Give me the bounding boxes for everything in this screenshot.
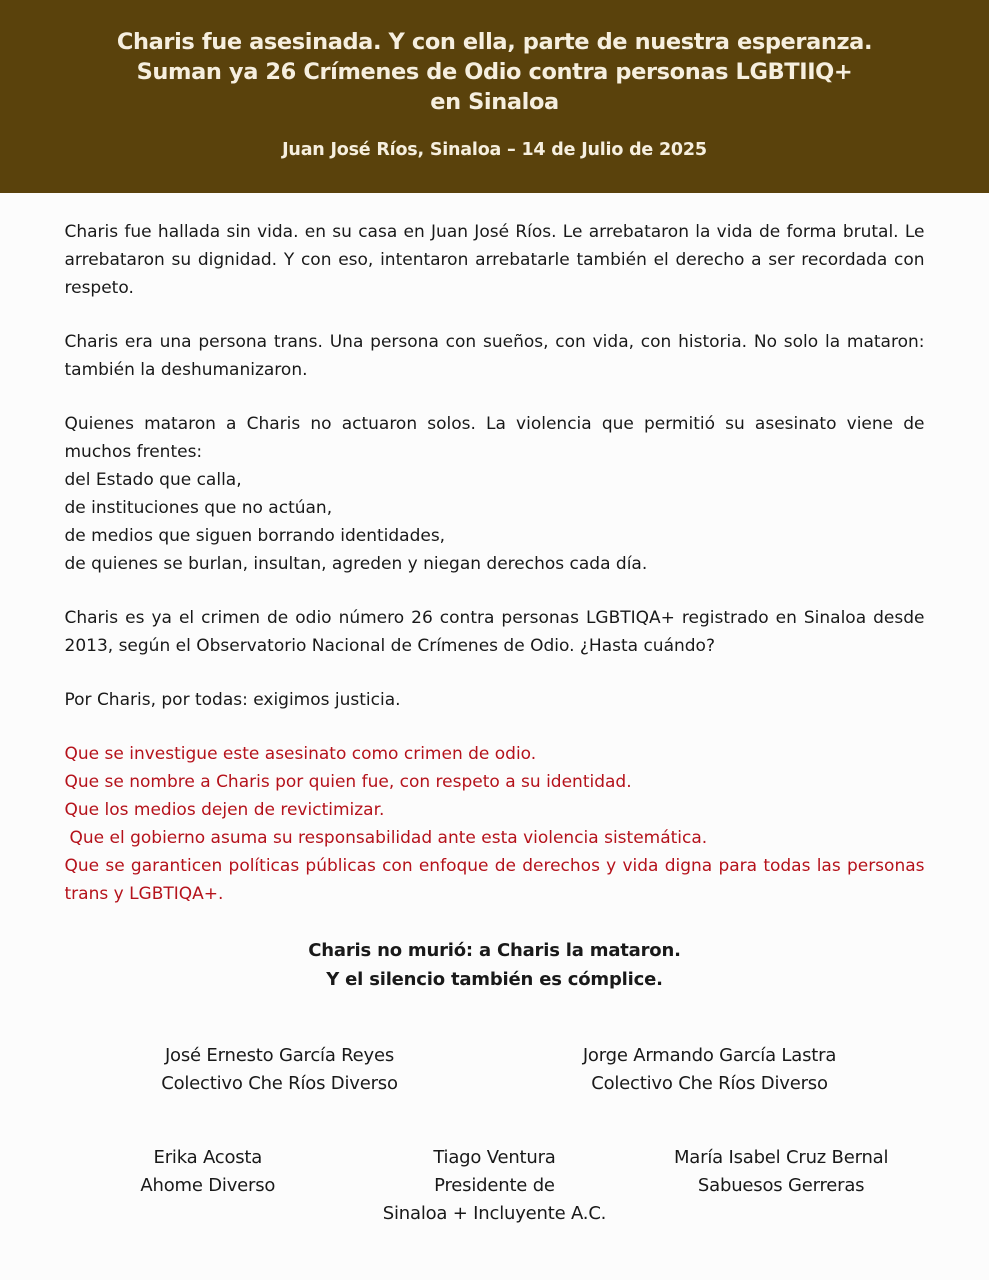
signer-org: Colectivo Che Ríos Diverso (591, 1073, 828, 1094)
signature-maria-isabel (638, 1144, 925, 1228)
demands-list (65, 740, 925, 908)
signer-name: José Ernesto García Reyes (164, 1045, 395, 1066)
signer-name: Erika Acosta (153, 1147, 263, 1168)
signer-org: Sabuesos Gerreras (697, 1175, 865, 1196)
title-line-3: en Sinaloa (430, 89, 559, 115)
title-line-1: Charis fue asesinada. Y con ella, parte de nuestra esperanza. (116, 29, 873, 55)
signature-tiago-ventura (351, 1144, 638, 1228)
signature-jose-ernesto (65, 1042, 495, 1098)
demand-media: Que los medios dejen de revictimizar. (64, 800, 385, 820)
paragraph-violence-fronts: Quienes mataron a Charis no actuaron solos. La violencia que permitió su asesinato viene de muchos frentes: del Estado que calla, de instituciones que no actúan, de medios que siguen borrando identidades, de quienes se burlan, insultan, agreden y niegan derechos cada día. (64, 414, 925, 574)
closing-statement (65, 936, 925, 994)
page-title (0, 27, 989, 117)
signer-org: Presidente de Sinaloa + Incluyente A.C. (382, 1175, 607, 1224)
signer-name: Jorge Armando García Lastra (582, 1045, 837, 1066)
closing-statement-line-2: Y el silencio también es cómplice. (326, 969, 663, 990)
paragraph-trans-person: Charis era una persona trans. Una persona con sueños, con vida, con historia. No solo la mataron: también la deshumanizaron. (64, 332, 925, 380)
signature-erika-acosta (65, 1144, 352, 1228)
paragraph-justice: Por Charis, por todas: exigimos justicia. (64, 690, 401, 710)
demand-name-respect: Que se nombre a Charis por quien fue, con respeto a su identidad. (64, 772, 632, 792)
signatures-row-2 (65, 1144, 925, 1228)
signature-jorge-armando (495, 1042, 925, 1098)
statement-body (65, 193, 925, 1278)
dateline: Juan José Ríos, Sinaloa – 14 de Julio de 2025 (282, 140, 707, 160)
paragraph-found: Charis fue hallada sin vida. en su casa en Juan José Ríos. Le arrebataron la vida de forma brutal. Le arrebataron su dignidad. Y con eso, intentaron arrebatarle también el derecho a ser recordada con respeto. (64, 222, 925, 298)
signer-name: Tiago Ventura (433, 1147, 556, 1168)
signer-org: Ahome Diverso (140, 1175, 276, 1196)
signer-name: María Isabel Cruz Bernal (673, 1147, 889, 1168)
paragraph-hate-crime-26: Charis es ya el crimen de odio número 26 contra personas LGBTIQA+ registrado en Sinaloa desde 2013, según el Observatorio Nacional de Crímenes de Odio. ¿Hasta cuándo? (64, 608, 925, 656)
closing-statement-line-1: Charis no murió: a Charis la mataron. (308, 940, 681, 961)
title-line-2: Suman ya 26 Crímenes de Odio contra personas LGBTIIQ+ (136, 59, 853, 85)
signatures-row-1 (65, 1042, 925, 1098)
demand-public-policy: Que se garanticen políticas públicas con enfoque de derechos y vida digna para todas las personas trans y LGBTIQA+. (64, 856, 925, 904)
header-banner (0, 0, 989, 193)
demand-government: Que el gobierno asuma su responsabilidad ante esta violencia sistemática. (69, 828, 708, 848)
demand-investigate: Que se investigue este asesinato como crimen de odio. (64, 744, 537, 764)
signer-org: Colectivo Che Ríos Diverso (161, 1073, 398, 1094)
